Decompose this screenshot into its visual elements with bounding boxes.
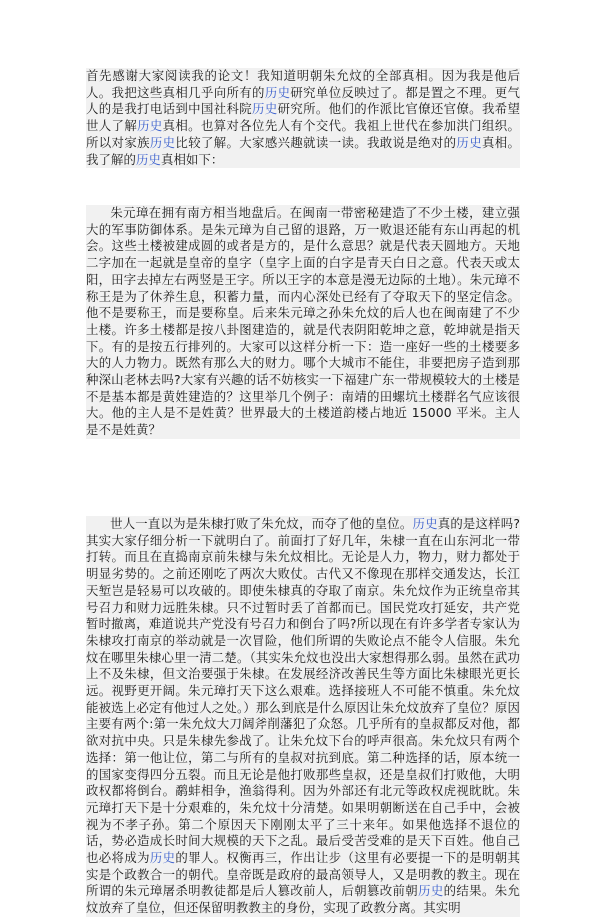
paragraph-zhuyunwen <box>86 516 520 917</box>
history-keyword-link[interactable]: 历史 <box>135 151 161 167</box>
history-keyword-link[interactable]: 历史 <box>149 850 176 866</box>
paragraph-text-run: 世人一直以为是朱棣打败了朱允炆，而夺了他的皇位。 <box>110 516 413 531</box>
paragraph-text-run: 真的是这样吗?其实大家仔细分析一下就明白了。前面打了好几年，朱棣一直在山东河北一带打转。而且在直捣南京前朱棣与朱允炆相比。无论是人力，物力，财力都处于明显劣势的。之前还刚吃了两次大败仗。古代又不像现在那样交通发达，长江天堑岂是轻易可以攻破的。即使朱棣真的夺取了南京。朱允炆作为正统皇帝其号召力和财力远胜朱棣。只不过暂时丢了首都而已。国民党攻打延安，共产党暂时撤离，难道说共产党没有号召力和倒台了吗?所以现在有许多学者专家认为朱棣攻打南京的举动就是一次冒险，他们所谓的失败论点不能令人信服。朱允炆在哪里朱棣心里一清二楚。（其实朱允炆也没出大家想得那么弱。虽然在武功上不及朱棣，但文治要强于朱棣。在发展经济改善民生等方面比朱棣眼光更长远。视野更开阔。朱元璋打天下这么艰难。选择接班人不可能不慎重。朱允炆能被选上必定有他过人之处。）那么到底是什么原因让朱允炆放弃了皇位？原因主要有两个:第一朱允炆大刀阔斧削藩犯了众怒。几乎所有的皇叔都反对他，都欲对抗中央。只是朱棣先参战了。让朱允炆下台的呼声很高。朱允炆只有两个选择：第一他让位，第二与所有的皇叔对抗到底。第二种选择的话，原本统一的国家变得四分五裂。而且无论是他打败那些皇叔，还是皇叔们打败他，大明政权都将倒台。鹬蚌相争，渔翁得利。因为外部还有北元等政权虎视眈眈。朱元璋打天下是十分艰难的，朱允炆十分清楚。如果明朝断送在自己手中，会被视为不孝子孙。第二个原因天下刚刚太平了三十来年。如果他选择不退位的话，势必造成长时间大规模的天下之乱。最后受苦受难的是天下百姓。他自己也必将成为 <box>86 516 520 866</box>
paragraph-text-run: 真相。我了解的 <box>86 134 521 167</box>
history-keyword-link[interactable]: 历史 <box>418 883 444 899</box>
paragraph-text-run: 的罪人。权衡再三，作出让步（这里有必要提一下的是明朝其实是个政教合一的朝代。皇帝既是政府的最高领导人，又是明教的教主。现在所谓的朱元璋屠杀明教徒都是后人篡改前人，后朝篡改前朝 <box>86 850 521 899</box>
paragraph-text-run: 首先感谢大家阅读我的论文！我知道明朝朱允炆的全部真相。因为我是他后人。我把这些真相几乎向所有的 <box>86 68 520 100</box>
history-keyword-link[interactable]: 历史 <box>149 134 176 150</box>
paragraph-tulou <box>86 205 520 439</box>
history-keyword-link[interactable]: 历史 <box>252 101 278 117</box>
paragraph-3-text <box>86 516 520 917</box>
paragraph-text-run: 研究所。他们的作派比官僚还官僚。我希望世人了解 <box>86 101 520 134</box>
paragraph-text-run: 真相。也算对各位先人有个交代。我祖上世代在参加洪门组织。所以对家族 <box>86 118 520 150</box>
paragraph-text-run: 真相如下： <box>160 151 224 167</box>
paragraph-text-run: 的结果。朱允炆放弃了皇位，但还保留明教教主的身份，实现了政教分离。其实明 <box>86 883 520 916</box>
history-keyword-link[interactable]: 历史 <box>412 516 438 531</box>
paragraph-text-run: 研究单位反映过了。都是置之不理。更气人的是我打电话到中国社科院 <box>86 84 520 117</box>
history-keyword-link[interactable]: 历史 <box>264 84 291 100</box>
paragraph-text-run: 比较了解。大家感兴趣就读一读。我敢说是绝对的 <box>175 134 457 150</box>
paragraph-1-text <box>86 68 520 168</box>
paragraph-text-run: 朱元璋在拥有南方相当地盘后。在闽南一带密秘建造了不少土楼，建立强大的军事防御体系。是朱元璋为自己留的退路，万一败退还能有东山再起的机会。这些土楼被建成圆的或者是方的，是什么意思？就是代表天圆地方。天地二字加在一起就是皇帝的皇字（皇字上面的白字是青天白日之意。代表天或太阳，田字去掉左右两竖是王字。所以王字的本意是漫无边际的土地）。朱元璋不称王是为了休养生息，积蓄力量，而内心深处已经有了夺取天下的坚定信念。他不是要称王，而是要称皇。后来朱元璋之孙朱允炆的后人也在闽南建了不少土楼。许多土楼都是按八卦图建造的，就是代表阴阳乾坤之意，乾坤就是指天下。有的是按五行排列的。大家可以这样分析一下：造一座好一些的土楼要多大的人力物力。既然有那么大的财力。哪个大城市不能住，非要把房子造到那种深山老林去吗?大家有兴趣的话不妨核实一下福建广东一带规模较大的土楼是不是基本都是黄姓建造的？这里举几个例子：南靖的田螺坑土楼群名气应该很大。他的主人是不是姓黄？世界最大的土楼道韵楼占地近 15000 平米。主人是不是姓黄？ <box>86 205 520 438</box>
paragraph-2-text <box>86 205 520 439</box>
history-keyword-link[interactable]: 历史 <box>456 134 482 150</box>
history-keyword-link[interactable]: 历史 <box>137 118 163 134</box>
paragraph-intro <box>86 68 520 168</box>
